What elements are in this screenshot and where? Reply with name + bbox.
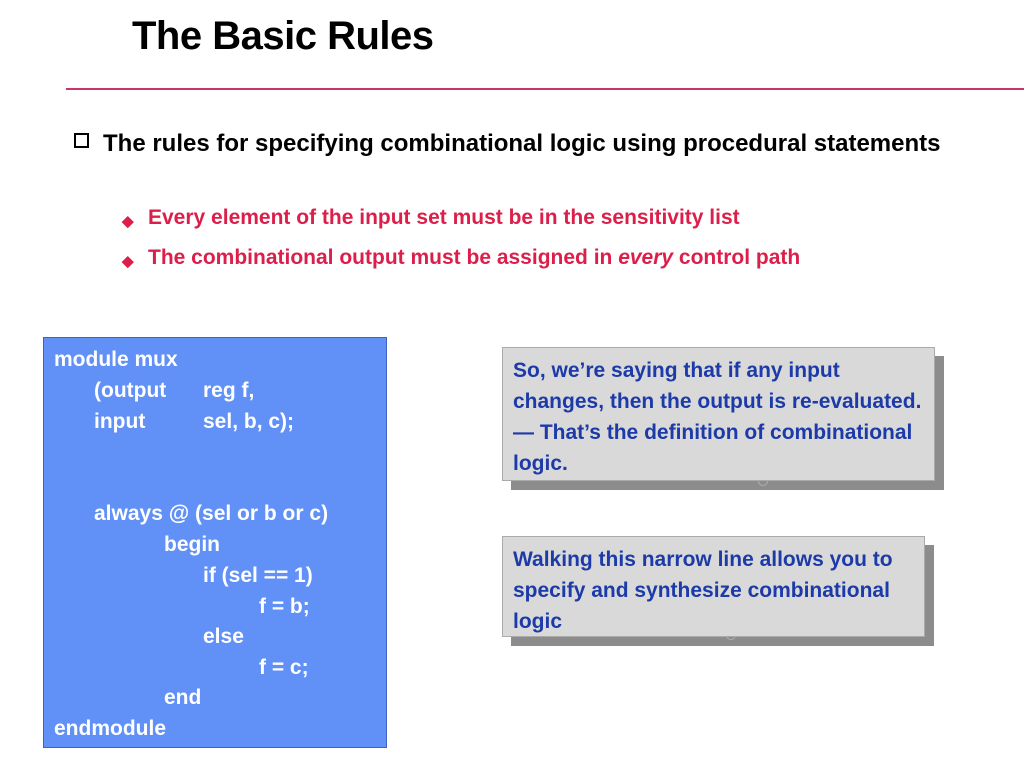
callout-1 — [502, 347, 935, 481]
main-bullet — [74, 127, 974, 160]
main-bullet-text: The rules for specifying combinational logic using procedural statements — [103, 130, 941, 157]
code-line: f = c; — [259, 656, 309, 679]
sub-bullet-1-text: Every element of the input set must be in the sensitivity list — [148, 206, 740, 229]
sub-bullet-2-emphasis: every — [618, 246, 674, 269]
square-bullet-icon — [74, 133, 89, 148]
callout-1-text: So, we’re saying that if any input changes, then the output is re-evaluated. — That’s the definition of combinational logic. — [513, 359, 922, 475]
code-line: endmodule — [54, 717, 167, 740]
code-block — [43, 337, 387, 748]
sub-bullet-2 — [122, 245, 982, 271]
sub-bullet-2-text — [148, 245, 982, 271]
code-line: f = b; — [259, 595, 310, 618]
code-line: always @ (sel or b or c) — [94, 502, 329, 525]
slide-title: The Basic Rules — [132, 14, 434, 58]
code-line: if (sel == 1) — [203, 564, 313, 587]
code-line: end — [164, 686, 202, 709]
diamond-bullet-icon: ◆ — [122, 253, 134, 270]
title-divider — [66, 88, 1024, 90]
code-line: begin — [164, 533, 220, 556]
callout-2-text: Walking this narrow line allows you to specify and synthesize combinational logic — [513, 548, 893, 633]
code-line: module mux — [54, 348, 178, 371]
sub-bullet-2-post: control path — [673, 246, 801, 269]
code-line: else — [203, 625, 244, 648]
callout-2 — [502, 536, 925, 637]
sub-bullet-1 — [122, 205, 982, 231]
code-line: input — [94, 410, 146, 433]
code-line: (output — [94, 379, 167, 402]
diamond-bullet-icon: ◆ — [122, 213, 134, 230]
sub-bullet-2-pre: The combinational output must be assigned in — [148, 246, 619, 269]
code-line: reg f, — [203, 379, 255, 402]
code-line: sel, b, c); — [203, 410, 295, 433]
